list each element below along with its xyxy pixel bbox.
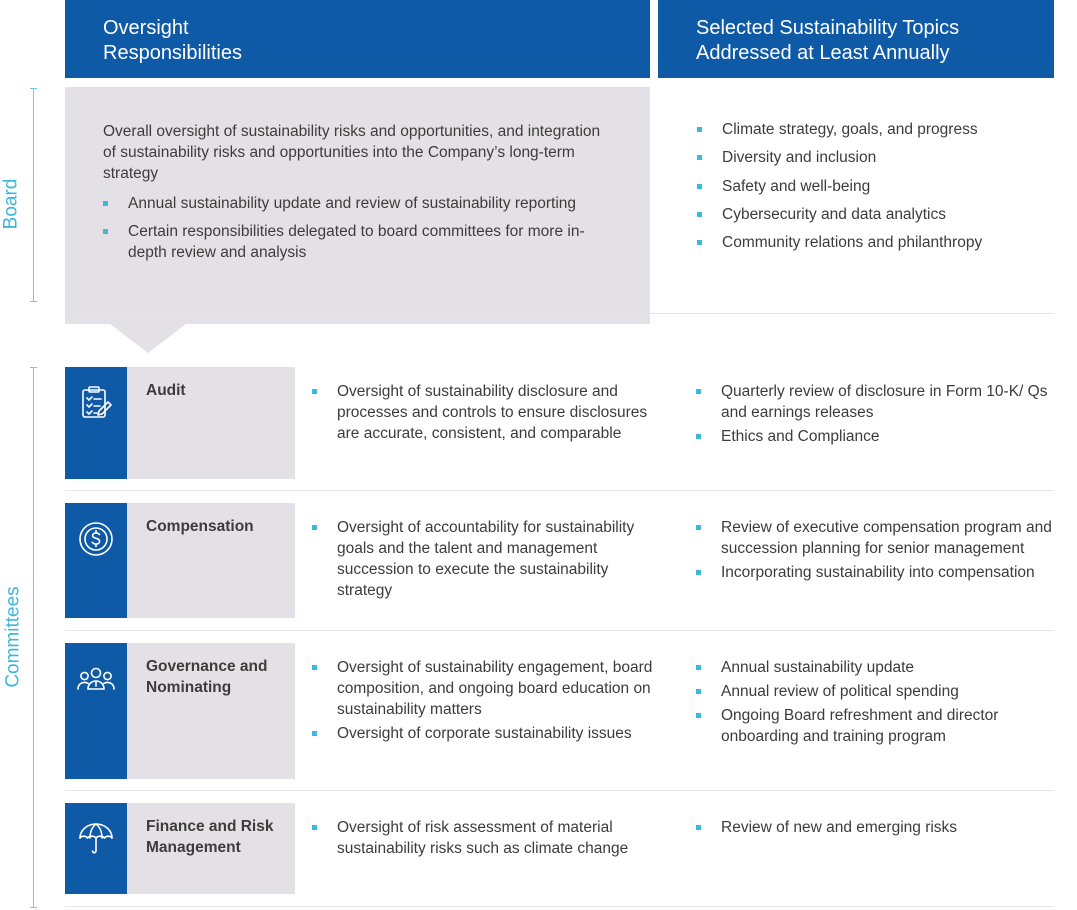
list-item: Oversight of sustainability engagement, board composition, and ongoing board education on sustainability matters bbox=[312, 657, 657, 720]
list-item: Climate strategy, goals, and progress bbox=[697, 119, 1057, 140]
committee-row-governance-nominating bbox=[65, 643, 1077, 779]
finance-topics-list bbox=[696, 817, 1077, 841]
committee-row-finance-risk bbox=[65, 803, 1077, 894]
header-left-line-2: Responsibilities bbox=[103, 42, 242, 64]
board-topics-list bbox=[697, 119, 1057, 260]
list-item: Annual sustainability update and review of sustainability reporting bbox=[103, 193, 614, 214]
header-right-line-1: Selected Sustainability Topics bbox=[696, 17, 960, 39]
board-bracket-line bbox=[33, 88, 34, 302]
list-item: Oversight of accountability for sustainability goals and the talent and management succession to execute the sustainability strategy bbox=[312, 517, 657, 601]
governance-topics-list bbox=[696, 657, 1077, 750]
list-item: Safety and well-being bbox=[697, 176, 1057, 197]
board-oversight-panel bbox=[65, 87, 650, 324]
compensation-oversight-list bbox=[312, 517, 657, 604]
committee-name-audit: Audit bbox=[127, 367, 295, 479]
audit-oversight-list bbox=[312, 381, 657, 447]
list-item: Diversity and inclusion bbox=[697, 147, 1057, 168]
list-item: Annual sustainability update bbox=[696, 657, 1077, 678]
list-item: Certain responsibilities delegated to board committees for more in-depth review and analysis bbox=[103, 221, 614, 263]
audit-topics-list bbox=[696, 381, 1077, 450]
list-item: Community relations and philanthropy bbox=[697, 232, 1057, 253]
committee-name-governance-nominating: Governance and Nominating bbox=[127, 643, 295, 779]
list-item: Cybersecurity and data analytics bbox=[697, 204, 1057, 225]
list-item: Oversight of risk assessment of material sustainability risks such as climate change bbox=[312, 817, 657, 859]
divider bbox=[65, 630, 1054, 631]
committee-row-compensation bbox=[65, 503, 1077, 618]
committee-row-audit bbox=[65, 367, 1077, 479]
header-selected-topics bbox=[658, 0, 1054, 78]
clipboard-checklist-icon bbox=[65, 367, 127, 479]
divider bbox=[65, 790, 1054, 791]
list-item: Ethics and Compliance bbox=[696, 426, 1077, 447]
committee-name-compensation: Compensation bbox=[127, 503, 295, 618]
board-pointer-arrow bbox=[110, 324, 186, 353]
header-left-line-1: Oversight bbox=[103, 17, 189, 39]
list-item: Ongoing Board refreshment and director onboarding and training program bbox=[696, 705, 1077, 747]
finance-oversight-list bbox=[312, 817, 657, 862]
divider bbox=[65, 490, 1054, 491]
list-item: Incorporating sustainability into compensation bbox=[696, 562, 1077, 583]
list-item: Quarterly review of disclosure in Form 10-K/ Qs and earnings releases bbox=[696, 381, 1077, 423]
divider bbox=[65, 313, 1054, 314]
list-item: Oversight of corporate sustainability issues bbox=[312, 723, 657, 744]
committees-side-label: Committees bbox=[2, 586, 24, 688]
divider bbox=[65, 906, 1054, 907]
board-intro-text: Overall oversight of sustainability risks and opportunities, and integration of sustainability risks and opportunities into the Company’s long-term strategy bbox=[103, 123, 601, 182]
committees-bracket-line bbox=[33, 367, 34, 908]
header-right-line-2: Addressed at Least Annually bbox=[696, 42, 950, 64]
compensation-topics-list bbox=[696, 517, 1077, 586]
list-item: Oversight of sustainability disclosure and processes and controls to ensure disclosures are accurate, consistent, and comparable bbox=[312, 381, 657, 444]
board-bullet-list bbox=[103, 193, 614, 263]
list-item: Review of new and emerging risks bbox=[696, 817, 1077, 838]
dollar-coin-icon bbox=[65, 503, 127, 618]
header-oversight-responsibilities bbox=[65, 0, 650, 78]
committee-name-finance-risk: Finance and Risk Management bbox=[127, 803, 295, 894]
people-group-icon bbox=[65, 643, 127, 779]
list-item: Annual review of political spending bbox=[696, 681, 1077, 702]
governance-oversight-list bbox=[312, 657, 657, 747]
umbrella-icon bbox=[65, 803, 127, 894]
board-side-label: Board bbox=[0, 178, 22, 230]
list-item: Review of executive compensation program and succession planning for senior management bbox=[696, 517, 1077, 559]
